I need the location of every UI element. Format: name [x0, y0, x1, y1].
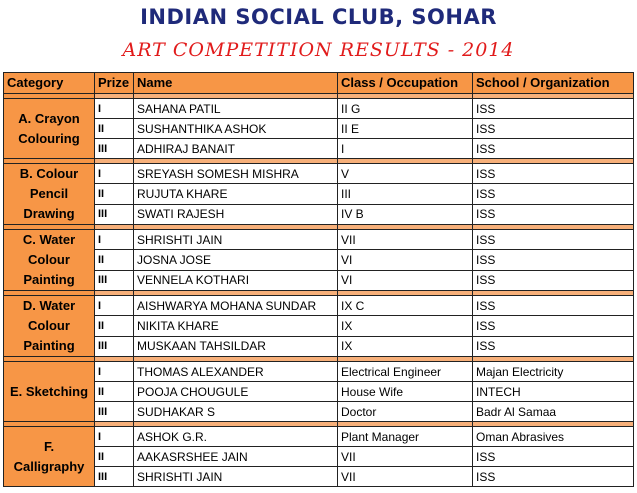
- prize-cell: I: [95, 362, 134, 382]
- school-cell: ISS: [473, 467, 634, 487]
- category-cell: B. Colour Pencil Drawing: [4, 164, 95, 225]
- category-cell: E. Sketching: [4, 362, 95, 422]
- class-cell: Electrical Engineer: [338, 362, 473, 382]
- class-cell: I: [338, 139, 473, 159]
- name-cell: SUSHANTHIKA ASHOK: [134, 119, 338, 139]
- category-cell: C. Water Colour Painting: [4, 230, 95, 291]
- school-cell: Badr Al Samaa: [473, 402, 634, 422]
- prize-cell: I: [95, 230, 134, 250]
- table-row: [4, 382, 634, 402]
- school-cell: ISS: [473, 296, 634, 316]
- school-cell: Majan Electricity: [473, 362, 634, 382]
- class-cell: House Wife: [338, 382, 473, 402]
- name-cell: JOSNA JOSE: [134, 250, 338, 270]
- table-row: [4, 204, 634, 224]
- name-cell: ADHIRAJ BANAIT: [134, 139, 338, 159]
- table-row: [4, 336, 634, 356]
- class-cell: VII: [338, 447, 473, 467]
- prize-cell: II: [95, 316, 134, 336]
- prize-cell: II: [95, 447, 134, 467]
- table-row: [4, 316, 634, 336]
- school-cell: ISS: [473, 164, 634, 184]
- header-prize: Prize: [95, 73, 134, 94]
- name-cell: SWATI RAJESH: [134, 204, 338, 224]
- table-row: [4, 467, 634, 487]
- category-cell: F. Calligraphy: [4, 427, 95, 487]
- name-cell: SHRISHTI JAIN: [134, 467, 338, 487]
- prize-cell: III: [95, 336, 134, 356]
- name-cell: RUJUTA KHARE: [134, 184, 338, 204]
- header-class: Class / Occupation: [338, 73, 473, 94]
- class-cell: IX: [338, 336, 473, 356]
- prize-cell: I: [95, 427, 134, 447]
- school-cell: ISS: [473, 250, 634, 270]
- header-school: School / Organization: [473, 73, 634, 94]
- school-cell: INTECH: [473, 382, 634, 402]
- class-cell: IV B: [338, 204, 473, 224]
- name-cell: SUDHAKAR S: [134, 402, 338, 422]
- table-row: [4, 99, 634, 119]
- name-cell: POOJA CHOUGULE: [134, 382, 338, 402]
- name-cell: MUSKAAN TAHSILDAR: [134, 336, 338, 356]
- header-category: Category: [4, 73, 95, 94]
- page-title: INDIAN SOCIAL CLUB, SOHAR: [140, 5, 497, 29]
- class-cell: VII: [338, 467, 473, 487]
- prize-cell: I: [95, 164, 134, 184]
- name-cell: THOMAS ALEXANDER: [134, 362, 338, 382]
- school-cell: ISS: [473, 204, 634, 224]
- class-cell: Doctor: [338, 402, 473, 422]
- category-cell: A. Crayon Colouring: [4, 99, 95, 159]
- school-cell: ISS: [473, 270, 634, 290]
- class-cell: V: [338, 164, 473, 184]
- prize-cell: II: [95, 184, 134, 204]
- school-cell: Oman Abrasives: [473, 427, 634, 447]
- page-subtitle: ART COMPETITION RESULTS - 2014: [122, 39, 515, 61]
- prize-cell: III: [95, 139, 134, 159]
- class-cell: Plant Manager: [338, 427, 473, 447]
- name-cell: SHRISHTI JAIN: [134, 230, 338, 250]
- class-cell: VI: [338, 270, 473, 290]
- name-cell: ASHOK G.R.: [134, 427, 338, 447]
- class-cell: IX C: [338, 296, 473, 316]
- table-row: [4, 427, 634, 447]
- school-cell: ISS: [473, 316, 634, 336]
- prize-cell: I: [95, 296, 134, 316]
- category-cell: D. Water Colour Painting: [4, 296, 95, 357]
- school-cell: ISS: [473, 230, 634, 250]
- name-cell: SREYASH SOMESH MISHRA: [134, 164, 338, 184]
- school-cell: ISS: [473, 99, 634, 119]
- class-cell: VI: [338, 250, 473, 270]
- name-cell: AAKASRSHEE JAIN: [134, 447, 338, 467]
- table-row: [4, 296, 634, 316]
- school-cell: ISS: [473, 447, 634, 467]
- results-body: [4, 94, 634, 487]
- class-cell: VII: [338, 230, 473, 250]
- prize-cell: I: [95, 99, 134, 119]
- table-row: [4, 164, 634, 184]
- name-cell: VENNELA KOTHARI: [134, 270, 338, 290]
- prize-cell: II: [95, 382, 134, 402]
- name-cell: SAHANA PATIL: [134, 99, 338, 119]
- class-cell: IX: [338, 316, 473, 336]
- prize-cell: II: [95, 119, 134, 139]
- school-cell: ISS: [473, 139, 634, 159]
- school-cell: ISS: [473, 184, 634, 204]
- class-cell: III: [338, 184, 473, 204]
- table-row: [4, 230, 634, 250]
- header-row: [4, 73, 634, 94]
- table-row: [4, 139, 634, 159]
- table-row: [4, 362, 634, 382]
- table-row: [4, 402, 634, 422]
- results-table: [3, 72, 634, 487]
- school-cell: ISS: [473, 119, 634, 139]
- prize-cell: III: [95, 270, 134, 290]
- name-cell: NIKITA KHARE: [134, 316, 338, 336]
- class-cell: II E: [338, 119, 473, 139]
- name-cell: AISHWARYA MOHANA SUNDAR: [134, 296, 338, 316]
- prize-cell: III: [95, 467, 134, 487]
- class-cell: II G: [338, 99, 473, 119]
- header-name: Name: [134, 73, 338, 94]
- prize-cell: III: [95, 204, 134, 224]
- table-row: [4, 447, 634, 467]
- table-row: [4, 250, 634, 270]
- prize-cell: II: [95, 250, 134, 270]
- school-cell: ISS: [473, 336, 634, 356]
- table-row: [4, 270, 634, 290]
- table-row: [4, 119, 634, 139]
- table-row: [4, 184, 634, 204]
- prize-cell: III: [95, 402, 134, 422]
